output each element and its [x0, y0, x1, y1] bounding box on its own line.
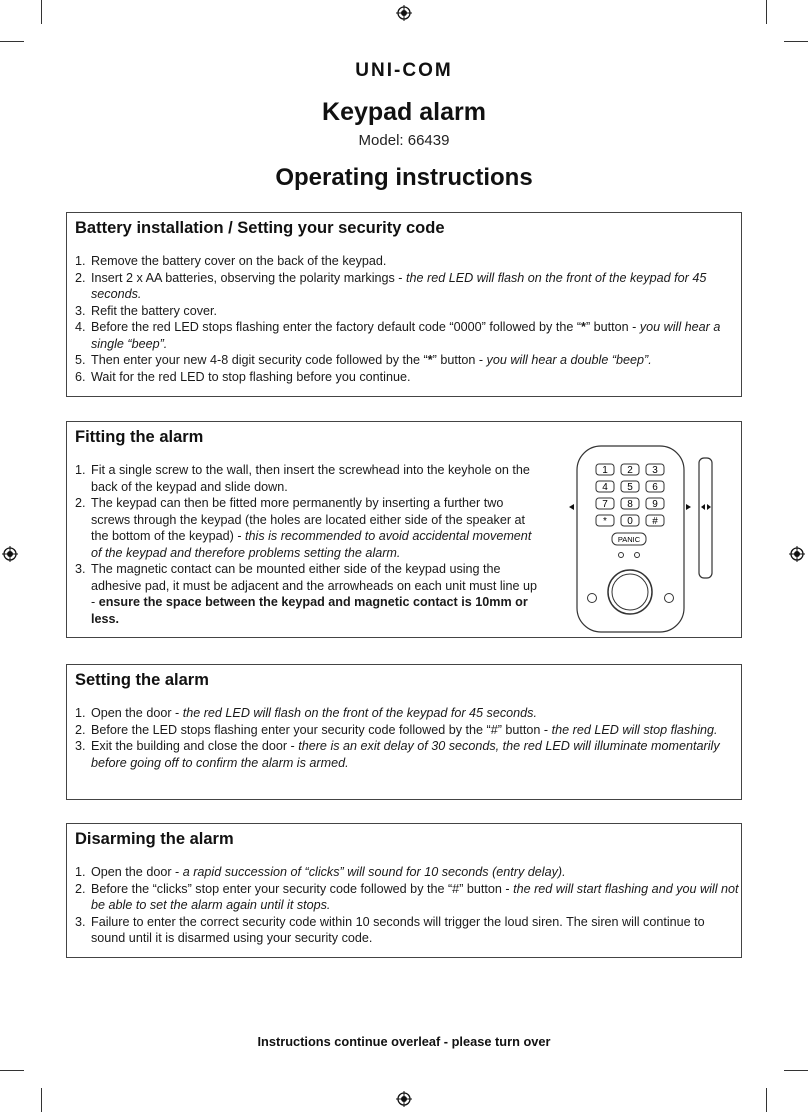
- crop-mark: [41, 0, 42, 24]
- key-1: 1: [602, 465, 608, 476]
- key-0: 0: [627, 516, 633, 527]
- registration-mark-icon: [2, 546, 18, 562]
- key-6: 6: [652, 482, 658, 493]
- crop-mark: [0, 1070, 24, 1071]
- section-heading: Disarming the alarm: [75, 830, 234, 848]
- list-item: 2. Before the LED stops flashing enter your security code followed by the “#” button - the red LED will stop flashing.: [75, 722, 718, 737]
- list-item: 4. Before the red LED stops flashing enter the factory default code “0000” followed by the “*” button - you will hear a single “beep”.: [75, 320, 721, 351]
- footer-note: Instructions continue overleaf - please turn over: [257, 1034, 551, 1049]
- crop-mark: [784, 1070, 808, 1071]
- list-item: 3. Refit the battery cover.: [75, 303, 217, 318]
- crop-mark: [784, 41, 808, 42]
- instruction-list: [67, 864, 741, 947]
- screw-hole: [665, 594, 674, 603]
- led-indicator: [635, 553, 640, 558]
- list-item: 5. Then enter your new 4-8 digit security code followed by the “*” button - you will hear a double “beep”.: [75, 353, 652, 367]
- instruction-list: [67, 462, 542, 627]
- section-setting-the-alarm: [66, 664, 742, 800]
- section-heading: Fitting the alarm: [75, 428, 204, 446]
- registration-mark-icon: [789, 546, 805, 562]
- list-item: 3. Failure to enter the correct security code within 10 seconds will trigger the loud siren. The siren will continue to sound until it is disarmed using your security code.: [75, 914, 705, 945]
- section-disarming-the-alarm: [66, 823, 742, 958]
- list-item: 6. Wait for the red LED to stop flashing before you continue.: [75, 369, 411, 384]
- section-fitting-the-alarm: [66, 421, 742, 638]
- list-item: 2. The keypad can then be fitted more permanently by inserting a further two screws through the keypad (the holes are located either side of the speaker at the bottom of the keypad) - this is recommended to avoid accidental movement of the keypad and therefore problems setting the alarm.: [75, 496, 532, 560]
- crop-mark: [0, 41, 24, 42]
- crop-mark: [766, 1088, 767, 1112]
- instruction-list: [67, 253, 741, 385]
- key-7: 7: [602, 499, 608, 510]
- page-title: Keypad alarm: [322, 98, 486, 126]
- arrow-right-icon: [686, 504, 691, 510]
- key-5: 5: [627, 482, 633, 493]
- key-hash: #: [652, 516, 658, 527]
- magnetic-contact: [699, 458, 712, 578]
- list-item: 1. Open the door - the red LED will flash on the front of the keypad for 45 seconds.: [75, 706, 537, 720]
- screw-hole: [588, 594, 597, 603]
- registration-mark-icon: [396, 5, 412, 21]
- list-item: 2. Insert 2 x AA batteries, observing the polarity markings - the red LED will flash on the front of the keypad for 45 seconds.: [75, 270, 707, 301]
- list-item: 3. Exit the building and close the door - there is an exit delay of 30 seconds, the red LED will illuminate momentarily before going off to confirm the alarm is armed.: [75, 739, 720, 770]
- model-number: Model: 66439: [358, 132, 450, 149]
- key-2: 2: [627, 465, 633, 476]
- section-heading: Setting the alarm: [75, 671, 209, 689]
- section-battery-installation: [66, 212, 742, 397]
- list-item: 1. Remove the battery cover on the back of the keypad.: [75, 254, 387, 268]
- keypad-illustration: [572, 444, 722, 634]
- list-item: 2. Before the “clicks” stop enter your security code followed by the “#” button - the red will start flashing and you will not be able to set the alarm again until it stops.: [75, 881, 739, 912]
- list-item: 1. Open the door - a rapid succession of “clicks” will sound for 10 seconds (entry delay).: [75, 865, 566, 879]
- brand-logo: UNI-COM: [355, 60, 453, 81]
- panic-label: PANIC: [617, 535, 641, 544]
- led-indicator: [619, 553, 624, 558]
- list-item: 3. The magnetic contact can be mounted either side of the keypad using the adhesive pad, it must be adjacent and the arrowheads on each unit must line up - ensure the space between the keypad and magnetic contact is 10mm or less.: [75, 562, 537, 626]
- key-9: 9: [652, 499, 658, 510]
- registration-mark-icon: [396, 1091, 412, 1107]
- arrow-left-icon: [569, 504, 574, 510]
- key-4: 4: [602, 482, 608, 493]
- page-subtitle: Operating instructions: [275, 164, 533, 191]
- instruction-list: [67, 705, 741, 771]
- crop-mark: [766, 0, 767, 24]
- section-heading: Battery installation / Setting your security code: [75, 219, 445, 237]
- key-8: 8: [627, 499, 633, 510]
- star-symbol: *: [427, 353, 433, 367]
- key-3: 3: [652, 465, 658, 476]
- crop-mark: [41, 1088, 42, 1112]
- list-item: 1. Fit a single screw to the wall, then insert the screwhead into the keyhole on the back of the keypad and slide down.: [75, 463, 530, 494]
- star-symbol: *: [581, 320, 586, 334]
- key-star: *: [603, 516, 607, 527]
